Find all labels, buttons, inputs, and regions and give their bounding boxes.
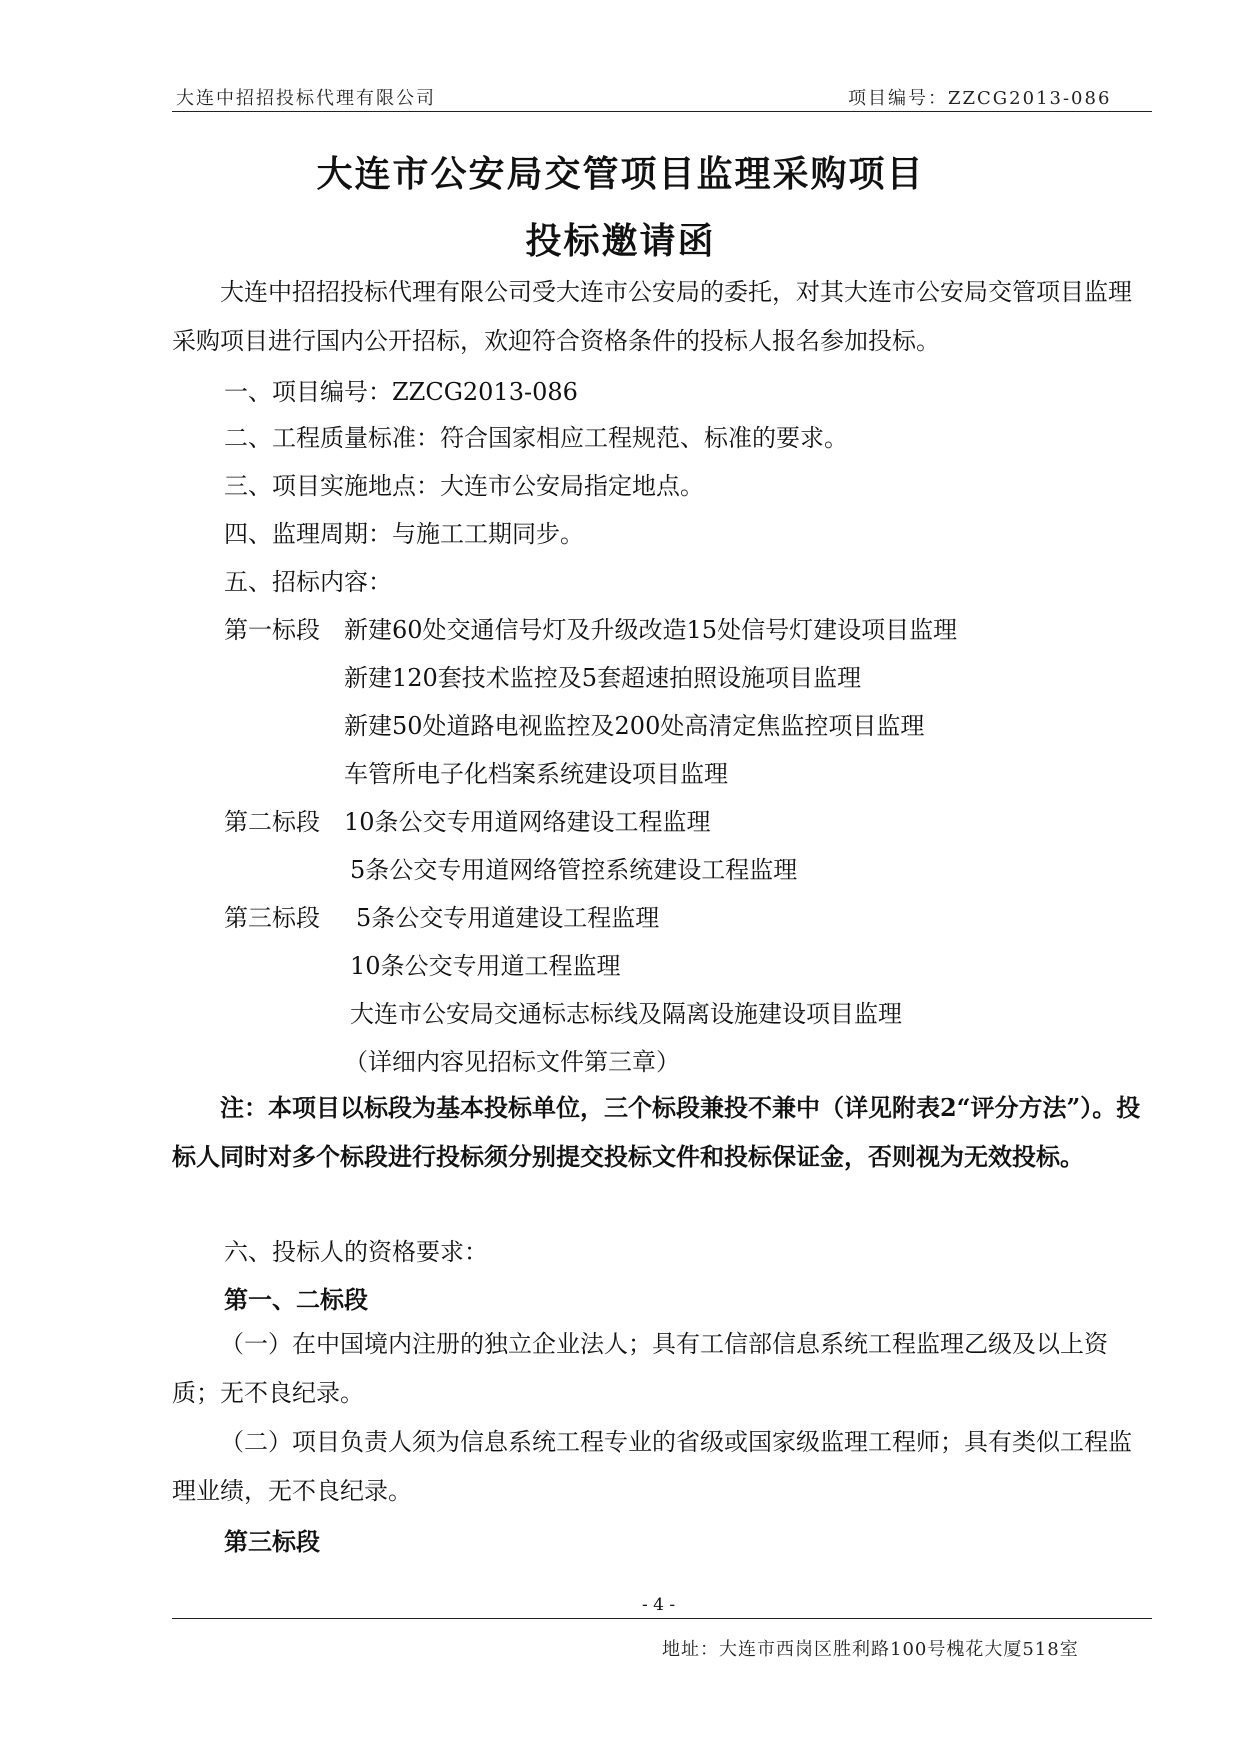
qualification-lot12-item1: （一）在中国境内注册的独立企业法人；具有工信部信息系统工程监理乙级及以上资质；无不良纪录。 (172, 1330, 1108, 1407)
note-paragraph: 注：本项目以标段为基本投标单位，三个标段兼投不兼中（详见附表2“评分方法”）。投标人同时对多个标段进行投标须分别提交投标文件和投标保证金，否则视为无效投标。 (172, 1093, 1141, 1171)
lot2-line: 10条公交专用道网络建设工程监理 (344, 808, 711, 836)
lot3-label: 第三标段 (224, 904, 320, 932)
qualification-lot12-item2: （二）项目负责人须为信息系统工程专业的省级或国家级监理工程师；具有类似工程监理业绩，无不良纪录。 (172, 1428, 1132, 1505)
lot3-line: 10条公交专用道工程监理 (350, 952, 621, 980)
footer-address: 地址：大连市西岗区胜利路100号槐花大厦518室 (662, 1639, 1079, 1660)
footer-rule (172, 1618, 1152, 1619)
item-location: 三、项目实施地点：大连市公安局指定地点。 (224, 472, 704, 500)
lot1-label: 第一标段 (224, 616, 320, 644)
item-quality-standard: 二、工程质量标准：符合国家相应工程规范、标准的要求。 (224, 424, 848, 452)
doc-subtitle: 投标邀请函 (525, 220, 716, 262)
lot2-label: 第二标段 (224, 808, 320, 836)
lot1-line: 新建120套技术监控及5套超速拍照设施项目监理 (344, 664, 862, 692)
qualification-lot12-title: 第一、二标段 (224, 1285, 368, 1314)
lot1-line: 车管所电子化档案系统建设项目监理 (344, 760, 728, 788)
lot1-line: 新建50处道路电视监控及200处高清定焦监控项目监理 (344, 712, 925, 740)
lot3-line: 大连市公安局交通标志标线及隔离设施建设项目监理 (350, 1000, 902, 1028)
intro-paragraph: 大连中招招投标代理有限公司受大连市公安局的委托，对其大连市公安局交管项目监理采购项目进行国内公开招标，欢迎符合资格条件的投标人报名参加投标。 (172, 278, 1132, 355)
lot3-line: （详细内容见招标文件第三章） (344, 1048, 680, 1076)
lot2-line: 5条公交专用道网络管控系统建设工程监理 (350, 856, 798, 884)
header-rule (172, 111, 1152, 112)
header-company: 大连中招招投标代理有限公司 (176, 88, 436, 109)
page-number: - 4 - (642, 1595, 676, 1615)
qualification-lot3-title: 第三标段 (224, 1527, 320, 1556)
doc-title: 大连市公安局交管项目监理采购项目 (316, 153, 925, 195)
header-project-code: 项目编号：ZZCG2013-086 (848, 88, 1112, 109)
item-project-code: 一、项目编号：ZZCG2013-086 (224, 378, 578, 406)
qualification-heading: 六、投标人的资格要求： (224, 1238, 488, 1266)
item-content: 五、招标内容： (224, 568, 392, 596)
lot1-line: 新建60处交通信号灯及升级改造15处信号灯建设项目监理 (344, 616, 958, 644)
item-period: 四、监理周期：与施工工期同步。 (224, 520, 584, 548)
lot3-line: 5条公交专用道建设工程监理 (356, 904, 660, 932)
